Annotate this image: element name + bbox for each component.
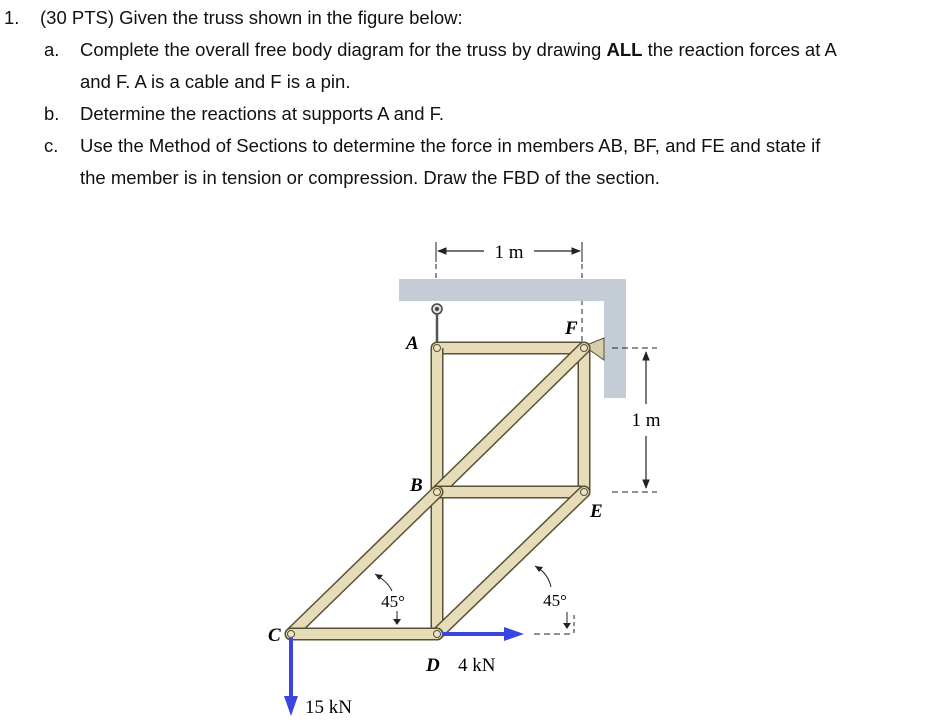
load-15kn-label: 15 kN (305, 697, 352, 718)
load-4kn-label: 4 kN (458, 655, 496, 676)
dim-right-label: 1 m (631, 410, 661, 431)
load-15kn-arrow (284, 638, 298, 716)
part-b-line1: Determine the reactions at supports A and F. (80, 103, 445, 124)
angle-annotation-right (534, 566, 574, 634)
joint-label-a: A (406, 333, 419, 354)
joint-label-f: F (565, 318, 578, 339)
problem-statement: (30 PTS) Given the truss shown in the figure below: (40, 7, 463, 28)
angle-left-label: 45° (381, 592, 405, 611)
angle-annotation-left (375, 574, 405, 625)
joint-label-d: D (426, 655, 440, 676)
joint-label-e: E (590, 501, 603, 522)
part-c-line2: the member is in tension or compression. Draw the FBD of the section. (80, 167, 660, 188)
load-4kn-arrow (442, 627, 524, 641)
angle-right-label: 45° (543, 591, 567, 610)
part-a-text-end: the reaction forces at A (642, 39, 837, 60)
part-c-label: c. (44, 135, 59, 156)
joint-label-c: C (268, 625, 281, 646)
part-b-label: b. (44, 103, 60, 124)
part-a-text: Complete the overall free body diagram for the truss by drawing (80, 39, 607, 60)
part-a-label: a. (44, 39, 60, 60)
part-a-line2: and F. A is a cable and F is a pin. (80, 71, 351, 92)
cable-a (432, 304, 442, 344)
problem-number: 1. (4, 7, 20, 28)
part-a-bold: ALL (606, 39, 643, 60)
joint-label-b: B (410, 475, 423, 496)
dim-top-label: 1 m (494, 242, 524, 263)
part-c-line1: Use the Method of Sections to determine the force in members AB, BF, and FE and state if (80, 135, 821, 156)
